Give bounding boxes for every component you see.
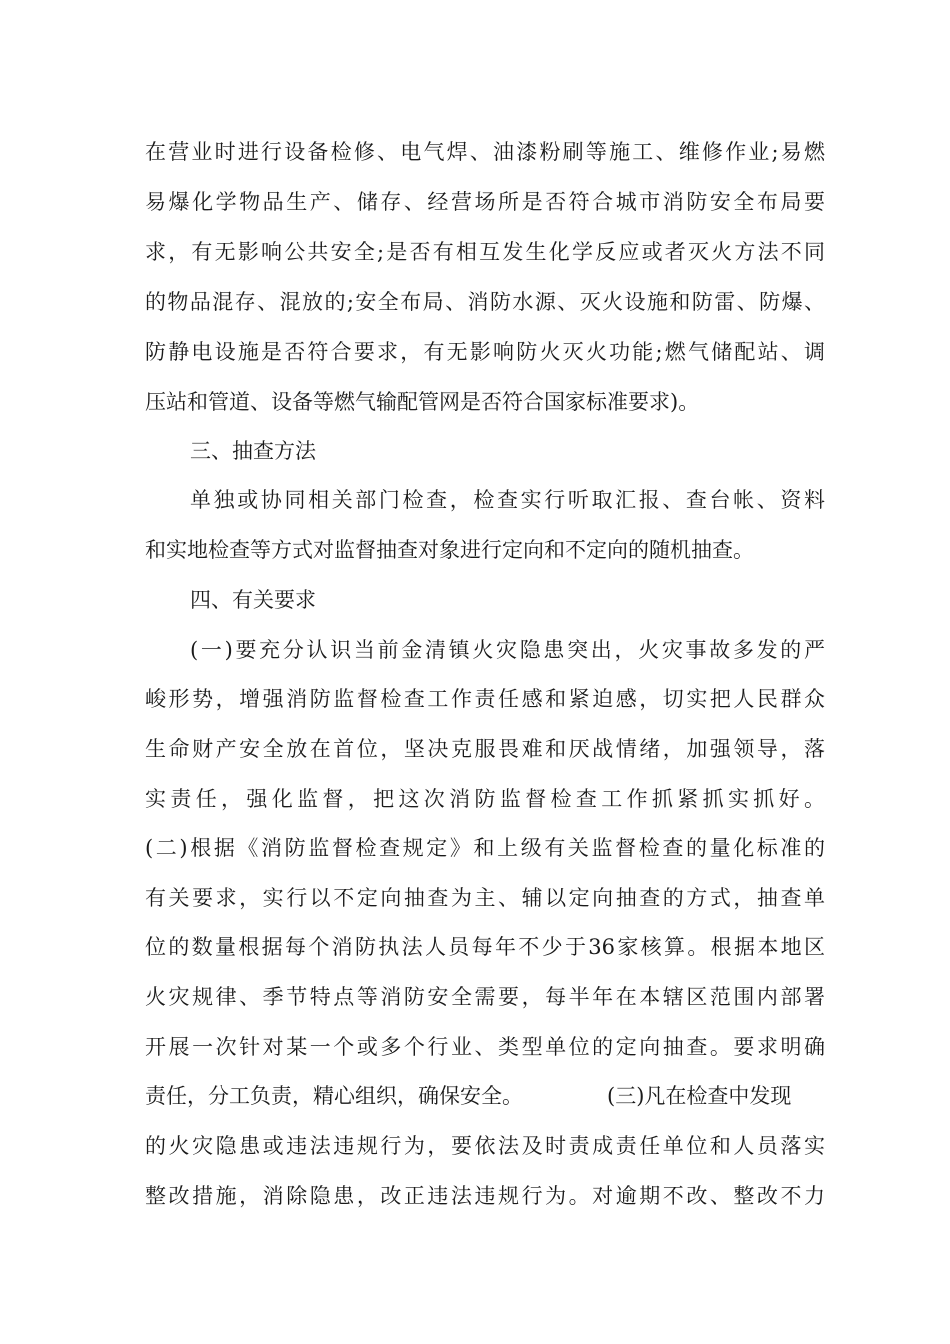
text-line: (二)根据《消防监督检查规定》和上级有关监督检查的量化标准的 [145, 836, 825, 860]
text-segment: 责任，分工负责，精心组织，确保安全。 [145, 1084, 523, 1108]
text-line: 单独或协同相关部门检查，检查实行听取汇报、查台帐、资料 [190, 488, 825, 512]
text-line: 压站和管道、设备等燃气输配管网是否符合国家标准要求)。 [145, 390, 700, 414]
section-heading: 四、有关要求 [190, 588, 316, 612]
text-line: 在营业时进行设备检修、电气焊、油漆粉刷等施工、维修作业;易燃 [145, 140, 825, 164]
text-line: 火灾规律、季节特点等消防安全需要，每半年在本辖区范围内部署 [145, 985, 825, 1009]
text-line: 防静电设施是否符合要求，有无影响防火灭火功能;燃气储配站、调 [145, 340, 825, 364]
text-line [145, 1070, 825, 1122]
text-segment: (三)凡在检查中发现 [607, 1084, 792, 1108]
text-line: 的火灾隐患或违法违规行为，要依法及时责成责任单位和人员落实 [145, 1134, 825, 1158]
text-line: 整改措施，消除隐患，改正违法违规行为。对逾期不改、整改不力 [145, 1184, 825, 1208]
section-heading: 三、抽查方法 [190, 439, 316, 463]
text-line: 求，有无影响公共安全;是否有相互发生化学反应或者灭火方法不同 [145, 240, 825, 264]
text-line: 开展一次针对某一个或多个行业、类型单位的定向抽查。要求明确 [145, 1035, 825, 1059]
text-line: 的物品混存、混放的;安全布局、消防水源、灭火设施和防雷、防爆、 [145, 290, 825, 314]
text-line: 位的数量根据每个消防执法人员每年不少于36家核算。根据本地区 [145, 935, 825, 959]
text-line: 生命财产安全放在首位，坚决克服畏难和厌战情绪，加强领导，落 [145, 737, 825, 761]
text-line: 实责任，强化监督，把这次消防监督检查工作抓紧抓实抓好。 [145, 787, 825, 811]
text-line: 有关要求，实行以不定向抽查为主、辅以定向抽查的方式，抽查单 [145, 886, 825, 910]
text-line: 易爆化学物品生产、储存、经营场所是否符合城市消防安全布局要 [145, 190, 825, 214]
text-line: 峻形势，增强消防监督检查工作责任感和紧迫感，切实把人民群众 [145, 687, 825, 711]
text-line: (一)要充分认识当前金清镇火灾隐患突出，火灾事故多发的严 [190, 638, 825, 662]
text-line: 和实地检查等方式对监督抽查对象进行定向和不定向的随机抽查。 [145, 538, 754, 562]
